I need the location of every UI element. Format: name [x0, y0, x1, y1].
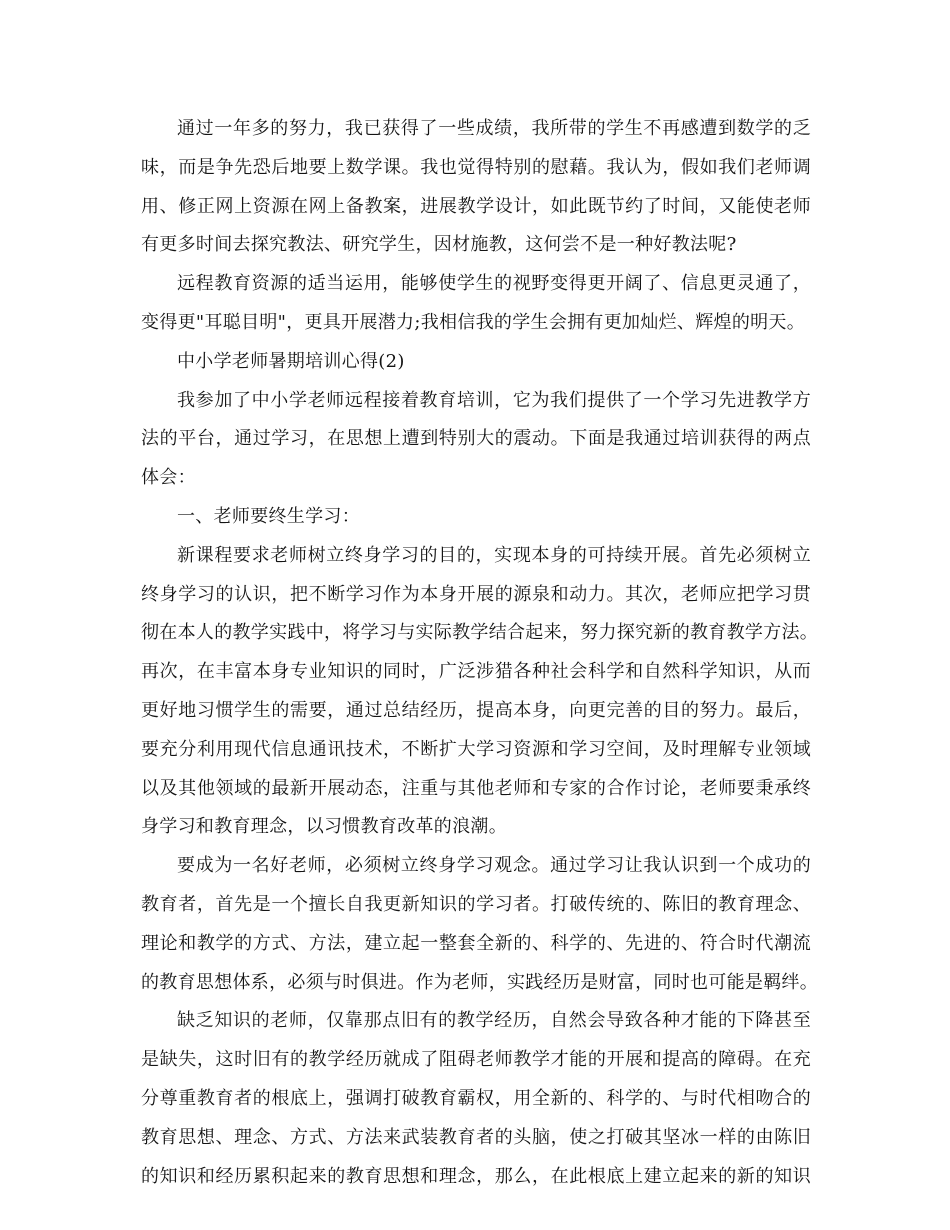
text-line: 的知识和经历累积起来的教育思想和理念，那么，在此根底上建立起来的新的知识 [141, 1165, 811, 1187]
text-line: 的教育思想体系，必须与时俱进。作为老师，实践经历是财富，同时也可能是羁绊。 [141, 971, 819, 993]
text-line: 远程教育资源的适当运用，能够使学生的视野变得更开阔了、信息更灵通了， [177, 273, 811, 295]
text-line: 教育者，首先是一个擅长自我更新知识的学习者。打破传统的、陈旧的教育理念、 [141, 893, 811, 915]
text-line: 再次，在丰富本身专业知识的同时，广泛涉猎各种社会科学和自然科学知识，从而 [141, 661, 811, 683]
text-line: 新课程要求老师树立终身学习的目的，实现本身的可持续开展。首先必须树立 [177, 544, 811, 566]
text-line: 终身学习的认识，把不断学习作为本身开展的源泉和动力。其次，老师应把学习贯 [141, 583, 811, 605]
text-line: 我参加了中小学老师远程接着教育培训，它为我们提供了一个学习先进教学方 [177, 389, 811, 411]
text-line: 有更多时间去探究教法、研究学生，因材施教，这何尝不是一种好教法呢? [141, 234, 737, 256]
text-line: 理论和教学的方式、方法，建立起一整套全新的、科学的、先进的、符合时代潮流 [141, 932, 811, 954]
text-line: 变得更"耳聪目明"，更具开展潜力;我相信我的学生会拥有更加灿烂、辉煌的明天。 [141, 311, 806, 333]
text-line: 要充分利用现代信息通讯技术，不断扩大学习资源和学习空间，及时理解专业领域 [141, 738, 811, 760]
text-line: 教育思想、理念、方式、方法来武装教育者的头脑，使之打破其坚冰一样的由陈旧 [141, 1126, 811, 1148]
text-line: 用、修正网上资源在网上备教案，进展教学设计，如此既节约了时间，又能使老师 [141, 195, 811, 217]
text-line: 一、老师要终生学习： [177, 505, 360, 527]
text-line: 中小学老师暑期培训心得(2) [177, 350, 405, 372]
text-line: 身学习和教育理念，以习惯教育改革的浪潮。 [141, 816, 507, 838]
text-line: 彻在本人的教学实践中，将学习与实际教学结合起来，努力探究新的教育教学方法。 [141, 622, 819, 644]
text-line: 缺乏知识的老师，仅靠那点旧有的教学经历，自然会导致各种才能的下降甚至 [177, 1010, 811, 1032]
text-line: 以及其他领域的最新开展动态，注重与其他老师和专家的合作讨论，老师要秉承终 [141, 777, 811, 799]
text-line: 分尊重教育者的根底上，强调打破教育霸权，用全新的、科学的、与时代相吻合的 [141, 1087, 811, 1109]
text-line: 是缺失，这时旧有的教学经历就成了阻碍老师教学才能的开展和提高的障碍。在充 [141, 1049, 811, 1071]
text-line: 味，而是争先恐后地要上数学课。我也觉得特别的慰藉。我认为，假如我们老师调 [141, 156, 811, 178]
document-body [141, 110, 819, 1196]
text-line: 通过一年多的努力，我已获得了一些成绩，我所带的学生不再感遭到数学的乏 [177, 118, 811, 139]
text-line: 更好地习惯学生的需要，通过总结经历，提高本身，向更完善的目的努力。最后， [141, 699, 811, 721]
text-line: 体会： [141, 467, 196, 489]
text-line: 法的平台，通过学习，在思想上遭到特别大的震动。下面是我通过培训获得的两点 [141, 428, 811, 450]
text-line: 要成为一名好老师，必须树立终身学习观念。通过学习让我认识到一个成功的 [177, 855, 811, 877]
